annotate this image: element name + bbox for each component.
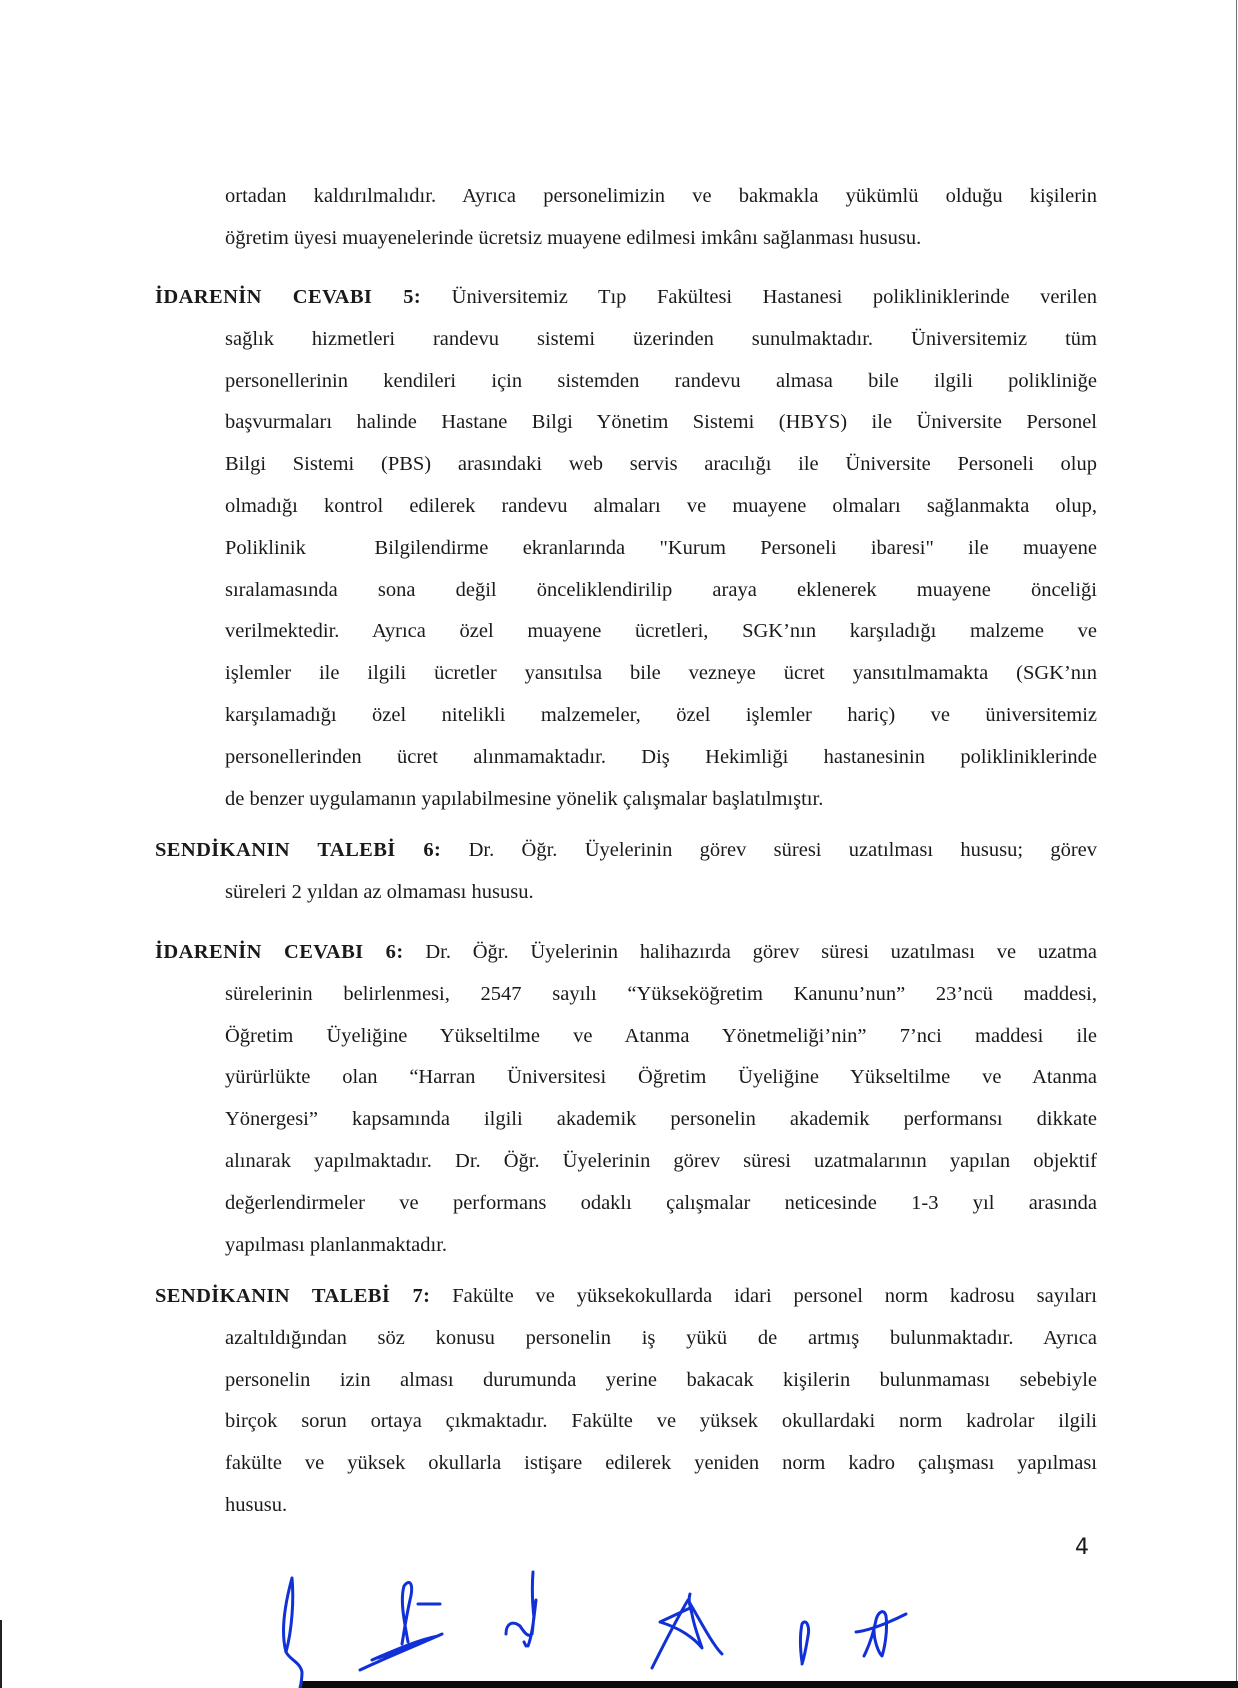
text-line: sürelerinin belirlenmesi, 2547 sayılı “Yükseköğretim Kanunu’nun” 23’ncü maddesi, (225, 982, 1097, 1005)
section-label: İDARENİN CEVABI 5: (155, 286, 422, 308)
text-line: verilmektedir. Ayrıca özel muayene ücretleri, SGK’nın karşıladığı malzeme ve (225, 620, 1097, 643)
text-line: Dr. Öğr. Üyelerinin görev süresi uzatılması hususu; görev (468, 839, 1097, 861)
text-line: de benzer uygulamanın yapılabilmesine yönelik çalışmalar başlatılmıştır. (225, 787, 824, 810)
scan-edge-right (1236, 0, 1237, 1688)
intro-paragraph (225, 176, 1097, 260)
text-line: süreleri 2 yıldan az olmaması hususu. (225, 880, 534, 903)
text-line: Bilgi Sistemi (PBS) arasındaki web servis aracılığı ile Üniversite Personeli olup (225, 453, 1097, 476)
text-line: Fakülte ve yüksekokullarda idari personel norm kadrosu sayıları (452, 1285, 1097, 1307)
text-line: birçok sorun ortaya çıkmaktadır. Fakülte ve yüksek okullardaki norm kadrolar ilgili (225, 1410, 1097, 1433)
signature-1-icon (284, 1578, 302, 1688)
page-number: 4 (1075, 1535, 1089, 1560)
section-union-request-6 (155, 830, 1097, 914)
text-line: karşılamadığı özel nitelikli malzemeler, özel işlemler hariç) ve üniversitemiz (225, 703, 1097, 726)
signature-4-icon (652, 1594, 722, 1668)
signature-3-icon (506, 1572, 536, 1646)
text-line: Dr. Öğr. Üyelerinin halihazırda görev süresi uzatılması ve uzatma (425, 941, 1098, 963)
text-line: ortadan kaldırılmalıdır. Ayrıca personelimizin ve bakmakla yükümlü olduğu kişilerin (225, 185, 1097, 207)
text-line: Yönergesi” kapsamında ilgili akademik personelin akademik performansı dikkate (225, 1108, 1097, 1131)
text-line: Poliklinik Bilgilendirme ekranlarında "Kurum Personeli ibaresi" ile muayene (225, 536, 1097, 559)
section-label: SENDİKANIN TALEBİ 7: (155, 1285, 431, 1307)
section-label: İDARENİN CEVABI 6: (155, 941, 404, 963)
text-line: personellerinin kendileri için sistemden randevu almasa bile ilgili polikliniğe (225, 369, 1097, 392)
text-line: fakülte ve yüksek okullarla istişare edilerek yeniden norm kadro çalışması yapılması (225, 1452, 1097, 1475)
text-line: alınarak yapılmaktadır. Dr. Öğr. Üyelerinin görev süresi uzatmalarının yapılan objektif (225, 1149, 1097, 1172)
text-line: olmadığı kontrol edilerek randevu almaları ve muayene olmaları sağlanmakta olup, (225, 494, 1097, 517)
text-line: işlemler ile ilgili ücretler yansıtılsa bile vezneye ücret yansıtılmamakta (SGK’nın (225, 662, 1097, 685)
signature-6-icon (856, 1612, 906, 1656)
text-line: hususu. (225, 1493, 288, 1516)
text-line: personellerinden ücret alınmamaktadır. Diş Hekimliği hastanesinin polikliniklerinde (225, 745, 1097, 768)
signatures-row (0, 1560, 1238, 1688)
signature-2-icon (360, 1582, 442, 1670)
section-label: SENDİKANIN TALEBİ 6: (155, 839, 442, 861)
text-line: sağlık hizmetleri randevu sistemi üzerinden sunulmaktadır. Üniversitemiz tüm (225, 327, 1097, 350)
text-line: Üniversitemiz Tıp Fakültesi Hastanesi polikliniklerinde verilen (451, 286, 1098, 308)
text-line: yapılması planlanmaktadır. (225, 1233, 448, 1256)
text-line: yürürlükte olan “Harran Üniversitesi Öğretim Üyeliğine Yükseltilme ve Atanma (225, 1066, 1097, 1089)
text-line: sıralamasında sona değil önceliklendirilip araya eklenerek muayene önceliği (225, 578, 1097, 601)
text-line: Öğretim Üyeliğine Yükseltilme ve Atanma Yönetmeliği’nin” 7’nci maddesi ile (225, 1024, 1097, 1047)
text-line: personelin izin alması durumunda yerine bakacak kişilerin bulunmaması sebebiyle (225, 1368, 1097, 1391)
section-administration-response-5 (155, 277, 1097, 820)
section-administration-response-6 (155, 932, 1097, 1266)
section-union-request-7 (155, 1276, 1097, 1527)
text-line: başvurmaları halinde Hastane Bilgi Yönetim Sistemi (HBYS) ile Üniversite Personel (225, 411, 1097, 434)
text-line: öğretim üyesi muayenelerinde ücretsiz muayene edilmesi imkânı sağlanması hususu. (225, 226, 922, 249)
text-line: azaltıldığından söz konusu personelin iş yükü de artmış bulunmaktadır. Ayrıca (225, 1326, 1097, 1349)
signature-5-icon (801, 1622, 809, 1664)
text-line: değerlendirmeler ve performans odaklı çalışmalar neticesinde 1-3 yıl arasında (225, 1191, 1097, 1214)
